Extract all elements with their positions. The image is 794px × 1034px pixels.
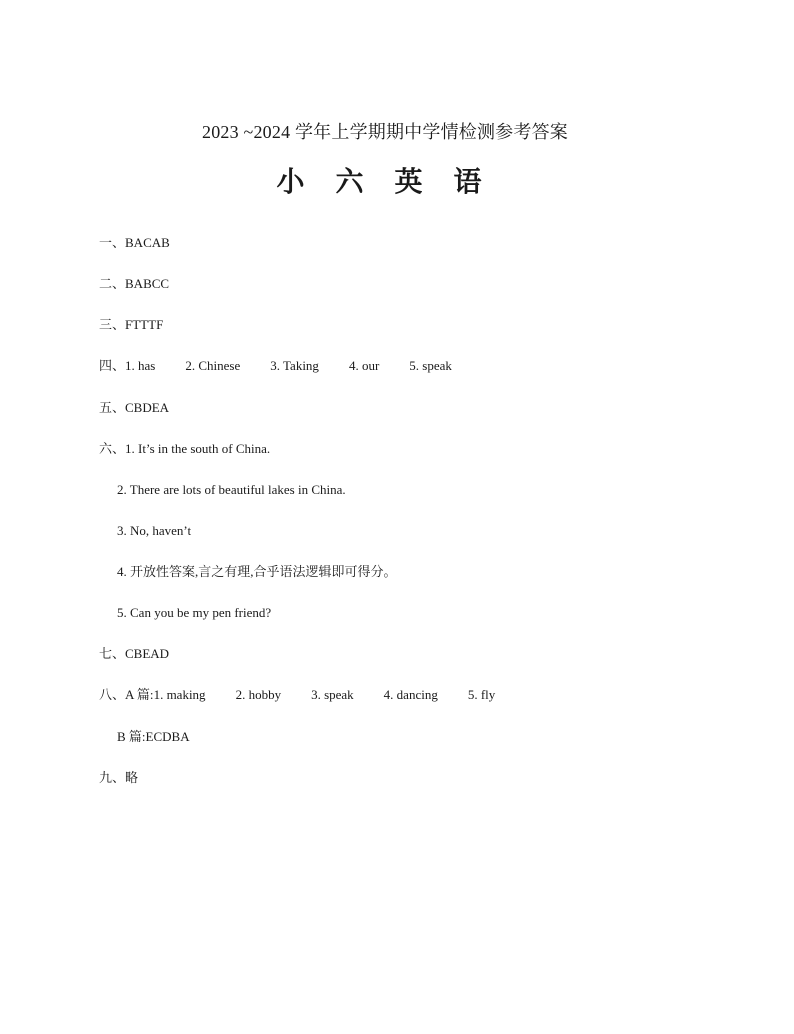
section-answers <box>154 686 496 704</box>
section-answer: 略 <box>125 770 139 785</box>
section-8-part-b <box>117 728 190 746</box>
section-answer: CBEAD <box>125 646 170 661</box>
section-9 <box>99 769 138 787</box>
section-answer-item: 2. There are lots of beautiful lakes in China. <box>117 482 346 497</box>
answer-item: 3. Taking <box>270 358 319 373</box>
part-a-label: A 篇: <box>125 687 154 702</box>
answer-item: 2. Chinese <box>185 358 241 373</box>
section-6-item <box>117 481 346 499</box>
section-2 <box>99 275 169 293</box>
section-number: 一、 <box>99 235 126 250</box>
section-6-item <box>117 522 191 540</box>
section-answer-item: 5. Can you be my pen friend? <box>117 605 272 620</box>
section-number: 五、 <box>99 400 126 415</box>
answer-item: 4. our <box>348 358 380 373</box>
section-answer-item: 1. It’s in the south of China. <box>125 441 271 456</box>
section-number: 四、 <box>99 358 126 373</box>
section-answer-item: 4. 开放性答案,言之有理,合乎语法逻辑即可得分。 <box>117 564 397 579</box>
answer-item: 5. fly <box>467 687 496 702</box>
section-3 <box>99 316 163 334</box>
section-6 <box>99 440 270 458</box>
document-title: 2023 ~2024 学年上学期期中学情检测参考答案 <box>202 122 568 142</box>
answer-item: 1. has <box>125 358 156 373</box>
section-number: 八、 <box>99 687 126 702</box>
answer-item: 2. hobby <box>235 687 282 702</box>
section-number: 二、 <box>99 276 126 291</box>
section-answers <box>125 357 452 375</box>
section-number: 九、 <box>99 770 126 785</box>
document-subtitle: 小 六 英 语 <box>276 167 494 198</box>
section-answer: BABCC <box>125 276 170 291</box>
answer-item: 4. dancing <box>383 687 438 702</box>
section-answer: FTTTF <box>125 317 164 332</box>
section-5 <box>99 399 169 417</box>
section-6-item <box>117 604 271 622</box>
section-8 <box>99 686 495 704</box>
section-answer-item: 3. No, haven’t <box>117 523 192 538</box>
section-7 <box>99 645 169 663</box>
section-number: 七、 <box>99 646 126 661</box>
section-number: 三、 <box>99 317 126 332</box>
section-answer: BACAB <box>125 235 170 250</box>
section-6-item <box>117 563 397 581</box>
answer-item: 5. speak <box>409 358 452 373</box>
section-1 <box>99 234 170 252</box>
part-b-answer: B 篇:ECDBA <box>117 729 190 744</box>
section-number: 六、 <box>99 441 126 456</box>
section-4 <box>99 357 452 375</box>
answer-item: 3. speak <box>311 687 354 702</box>
answer-item: 1. making <box>153 687 206 702</box>
section-answer: CBDEA <box>125 400 170 415</box>
